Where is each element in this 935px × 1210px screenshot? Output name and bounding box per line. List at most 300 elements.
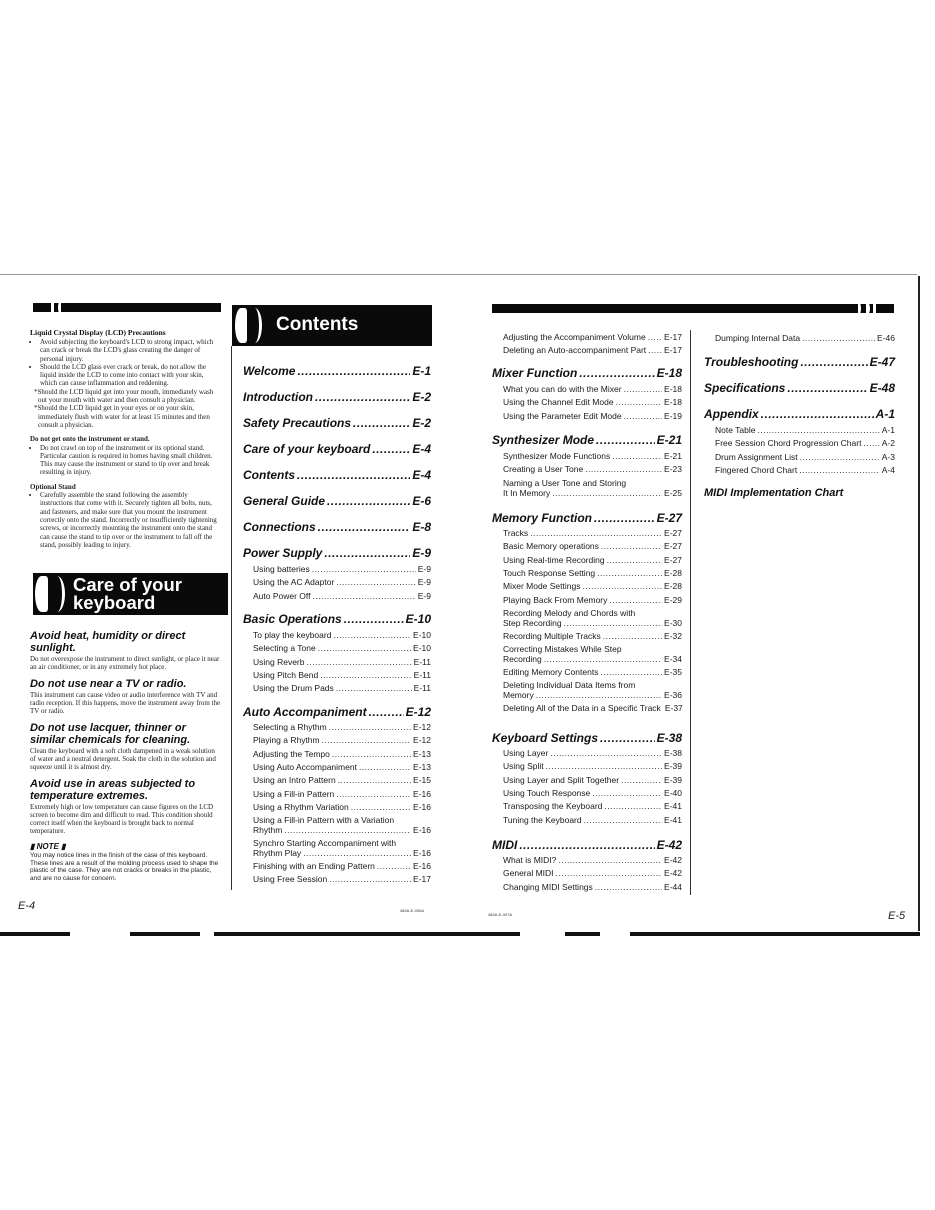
note-heading-text: NOTE [36, 842, 59, 851]
toc-entry-link[interactable] [253, 643, 431, 653]
toc-entry-link[interactable] [503, 332, 682, 342]
toc-entry-link[interactable] [253, 591, 431, 601]
toc-entry-link[interactable] [503, 568, 682, 578]
leader-dots [377, 861, 411, 871]
toc-section-link[interactable] [492, 433, 682, 447]
toc-entry-page: A-3 [881, 451, 895, 462]
toc-entry-page: E-38 [664, 748, 682, 758]
toc-entry-link[interactable] [253, 683, 431, 693]
toc-entry-link[interactable] [503, 761, 682, 771]
toc-entry-label: Dumping Internal Data [715, 333, 801, 343]
leader-dots [324, 546, 410, 560]
toc-entry-label: Using Free Session [253, 874, 328, 885]
leader-dots [802, 333, 875, 343]
toc-entry-link[interactable] [503, 464, 682, 474]
lcd-bullet: • Avoid subjecting the keyboard's LCD to strong impact, which can crack or break the LCD's glass creating the danger of personal injury. [40, 338, 220, 363]
toc-entry-label: Using the Parameter Edit Mode [503, 410, 622, 421]
toc-section-link[interactable] [492, 511, 682, 525]
lcd-precautions [30, 328, 220, 549]
toc-section-link-midi-implementation[interactable] [704, 487, 843, 499]
toc-entry-page: E-9 [417, 577, 431, 588]
page-number-left: E-4 [18, 900, 36, 912]
toc-entry-page: E-29 [664, 594, 682, 605]
optional-stand-bullet: • Carefully assemble the stand following the assembly instructions that come with it. Securely tighten all bolts, nuts, and fasteners, and make sure that you mount the instrument correctly onto the stand. Incorrectly or insufficiently tightening screws, or incorrectly mounting the instrument onto the stand can cause the stand to tip over or the instrument to fall off the stand, possibly leading to injury. [40, 491, 220, 549]
toc-entry-link[interactable] [503, 868, 682, 878]
toc-entry-page: E-18 [664, 397, 682, 408]
toc-section-link[interactable] [704, 381, 895, 395]
toc-entry-link[interactable] [503, 775, 682, 785]
toc-entry-label: Using the AC Adaptor [253, 577, 335, 588]
toc-entry-link[interactable] [253, 722, 431, 732]
leader-dots [303, 848, 411, 858]
toc-entry-page: E-28 [664, 567, 682, 578]
care-heading: Do not use near a TV or radio. [30, 678, 187, 690]
leader-dots [757, 425, 879, 435]
toc-section-link[interactable] [243, 468, 431, 482]
toc-entry-link[interactable] [253, 670, 431, 680]
leader-dots [546, 761, 662, 771]
toc-entry-label: Selecting a Rhythm [253, 722, 327, 732]
toc-entry-label: Using the Drum Pads [253, 683, 334, 694]
toc-entry-link[interactable] [503, 384, 682, 394]
toc-entry-link[interactable] [253, 838, 431, 858]
toc-entry-page: E-41 [664, 814, 682, 825]
toc-section-link[interactable] [492, 366, 682, 380]
toc-entry-link[interactable] [715, 438, 895, 448]
toc-entry-link[interactable] [503, 788, 682, 798]
toc-entry-label-line1: Deleting Individual Data Items from [503, 680, 636, 691]
toc-section-label: Memory Function [492, 511, 593, 525]
leader-dots [297, 364, 410, 378]
contents-title: Contents [276, 314, 359, 335]
toc-section-page: E-18 [656, 366, 682, 380]
leader-dots [351, 802, 411, 812]
header-paren-decoration [873, 303, 876, 314]
toc-entry-label: Deleting an Auto-accompaniment Part [503, 345, 647, 356]
toc-entry-page: E-17 [413, 874, 431, 885]
toc-section-link[interactable] [243, 494, 431, 508]
toc-entry-page: E-46 [877, 333, 895, 343]
toc-entry-page: E-16 [413, 825, 431, 836]
toc-entry-link[interactable] [253, 802, 431, 812]
care-heading: Avoid heat, humidity or direct sunlight. [30, 630, 186, 654]
leader-dots [332, 749, 411, 759]
toc-section-page: E-12 [405, 705, 431, 719]
toc-entry-label: Transposing the Keyboard [503, 801, 603, 812]
leader-dots [338, 775, 411, 785]
toc-entry-label: Using the Channel Edit Mode [503, 397, 614, 408]
left-paren-icon [235, 308, 247, 343]
toc-section-link[interactable] [243, 442, 431, 456]
toc-entry-link[interactable] [253, 874, 431, 884]
toc-section-label: Care of your keyboard [243, 442, 371, 456]
toc-entry-link[interactable] [503, 581, 682, 591]
toc-entry-label: Using an Intro Pattern [253, 775, 336, 786]
toc-entry-label-line1: Synchro Starting Accompaniment with [253, 838, 397, 849]
toc-entry-page: E-17 [664, 332, 682, 342]
leader-dots [315, 390, 410, 404]
leader-dots [312, 564, 416, 574]
toc-entry-label: Mixer Mode Settings [503, 581, 581, 592]
leader-dots [592, 788, 662, 798]
contents-banner [232, 305, 432, 346]
toc-entry-label: Using Auto Accompaniment [253, 761, 357, 772]
toc-entry-label: Synthesizer Mode Functions [503, 451, 611, 461]
toc-entry-page: E-27 [664, 541, 682, 552]
toc-entry-link[interactable] [503, 397, 682, 407]
scan-bottom-gap [70, 932, 130, 936]
toc-entry-page: A-1 [881, 425, 895, 435]
toc-entry-label: Recording [503, 654, 542, 665]
leader-dots [596, 433, 655, 447]
toc-entry-page: E-37 [664, 703, 683, 714]
leader-dots [601, 541, 662, 551]
toc-section-link[interactable] [704, 407, 895, 421]
toc-entry-link[interactable] [503, 451, 682, 461]
leader-dots [336, 683, 412, 693]
toc-entry-page: E-11 [413, 683, 431, 694]
toc-section-page: E-10 [405, 612, 431, 626]
toc-entry-link[interactable] [503, 411, 682, 421]
toc-entry-label: Memory [503, 690, 534, 701]
leader-dots [318, 520, 411, 534]
toc-entry-link[interactable] [253, 735, 431, 745]
leader-dots [648, 345, 662, 355]
toc-section-link[interactable] [243, 705, 431, 719]
toc-section-link[interactable] [492, 731, 682, 745]
toc-section-label: Safety Precautions [243, 416, 352, 430]
toc-entry-link[interactable] [503, 478, 682, 498]
toc-entry-label: Fingered Chord Chart [715, 464, 798, 475]
toc-entry-label: Creating a User Tone [503, 464, 584, 475]
toc-entry-page: E-12 [413, 735, 431, 746]
toc-entry-link[interactable] [253, 630, 431, 640]
toc-entry-label: Tracks [503, 528, 529, 538]
stand-warning-bullet: • Do not crawl on top of the instrument or its optional stand. Particular caution is required in homes having small children. This may cause the instrument or stand to tip over and break resulting in injury. [40, 444, 220, 477]
toc-section-label: Power Supply [243, 546, 323, 560]
left-paren-icon [35, 576, 48, 612]
toc-section-link[interactable] [704, 355, 895, 369]
toc-entry-page: E-11 [413, 656, 431, 667]
leader-dots [372, 442, 410, 456]
toc-entry-label: Using batteries [253, 564, 310, 574]
leader-dots [297, 468, 410, 482]
toc-entry-link[interactable] [503, 882, 682, 892]
toc-section-label: Basic Operations [243, 612, 342, 626]
toc-entry-link[interactable] [253, 775, 431, 785]
care-of-keyboard-banner [33, 573, 228, 615]
toc-entry-link[interactable] [503, 541, 682, 551]
toc-entry-page: A-4 [881, 464, 895, 475]
toc-section-page: E-21 [656, 433, 682, 447]
toc-section-page: E-2 [412, 416, 431, 430]
lcd-precautions-title: Liquid Crystal Display (LCD) Precautions [30, 328, 166, 337]
toc-section-page: E-42 [656, 838, 682, 852]
leader-dots [307, 657, 412, 667]
toc-section-label: MIDI Implementation Chart [704, 487, 844, 499]
toc-entry-page: E-17 [664, 345, 682, 356]
leader-dots [336, 789, 411, 799]
toc-entry-label: Free Session Chord Progression Chart [715, 438, 862, 449]
leader-dots [312, 591, 415, 601]
toc-entry-page: E-27 [664, 528, 682, 538]
toc-entry-link[interactable] [503, 748, 682, 758]
toc-entry-link[interactable] [253, 577, 431, 587]
toc-entry-page: E-16 [413, 788, 431, 799]
header-paren-decoration [58, 302, 61, 313]
right-paren-icon [250, 308, 262, 343]
care-body: Do not overexpose the instrument to direct sunlight, or place it near an air conditioner, or in any extremely hot place. [30, 655, 220, 671]
leader-dots [544, 654, 662, 664]
leader-dots [530, 528, 662, 538]
leader-dots [322, 735, 411, 745]
leader-dots [621, 775, 662, 785]
toc-entry-label: Auto Power Off [253, 590, 311, 601]
leader-dots [863, 438, 879, 448]
toc-section-label: MIDI [492, 838, 518, 852]
toc-entry-page: E-18 [664, 384, 682, 394]
toc-entry-page: E-12 [413, 722, 431, 732]
leader-dots [329, 874, 411, 884]
toc-section-label: Troubleshooting [704, 355, 799, 369]
toc-entry-page: E-41 [664, 801, 682, 812]
toc-entry-link[interactable] [503, 801, 682, 811]
toc-entry-page: E-13 [413, 761, 431, 772]
toc-entry-link[interactable] [503, 667, 682, 677]
leader-dots [318, 643, 411, 653]
toc-entry-page: E-35 [664, 667, 682, 678]
toc-entry-page: E-21 [664, 451, 682, 461]
toc-section-link[interactable] [243, 520, 431, 534]
leader-dots [594, 511, 655, 525]
toc-entry-label: Playing a Rhythm [253, 735, 320, 746]
leader-dots [359, 762, 411, 772]
leader-dots [624, 411, 662, 421]
header-paren-decoration [866, 303, 870, 314]
toc-entry-label: Rhythm Play [253, 848, 302, 859]
leader-dots [800, 452, 880, 462]
scan-top-edge-right [455, 274, 917, 275]
scan-bottom-edge [0, 932, 920, 936]
toc-entry-page: E-9 [417, 564, 431, 574]
toc-entry-page: E-39 [664, 761, 682, 772]
toc-entry-link[interactable] [253, 657, 431, 667]
toc-entry-label: Using Layer and Split Together [503, 774, 620, 785]
toc-entry-label: Step Recording [503, 617, 562, 628]
toc-entry-label: Deleting All of the Data in a Specific Track [503, 703, 661, 714]
leader-dots [556, 868, 662, 878]
toc-entry-label: Using Real-time Recording [503, 554, 605, 565]
toc-section-label: Keyboard Settings [492, 731, 599, 745]
toc-section-page: E-6 [412, 494, 431, 508]
scan-right-edge [918, 276, 920, 931]
toc-section-page: E-9 [412, 546, 431, 560]
leader-dots [344, 612, 404, 626]
toc-entry-link[interactable] [503, 528, 682, 538]
toc-entry-link[interactable] [715, 465, 895, 475]
toc-entry-link[interactable] [503, 855, 682, 865]
leader-dots [597, 568, 662, 578]
toc-entry-link[interactable] [503, 680, 682, 700]
toc-section-link[interactable] [243, 612, 431, 626]
toc-entry-link[interactable] [253, 749, 431, 759]
toc-section-label: Synthesizer Mode [492, 433, 595, 447]
header-paren-decoration [858, 303, 861, 314]
toc-entry-label: Tuning the Keyboard [503, 814, 582, 825]
toc-entry-link[interactable] [503, 595, 682, 605]
toc-entry-page: E-28 [664, 581, 682, 592]
toc-section-page: E-4 [412, 468, 431, 482]
lcd-sub-note: *Should the LCD liquid get into your mouth, immediately wash out your mouth with water and then consult a physician. [34, 387, 214, 405]
toc-entry-page: E-16 [413, 861, 431, 872]
toc-section-page: E-1 [412, 364, 431, 378]
toc-entry-label: Playing Back From Memory [503, 594, 608, 605]
toc-section-label: Welcome [243, 364, 296, 378]
care-banner-line2: keyboard [73, 592, 156, 613]
toc-entry-page: E-15 [413, 775, 431, 786]
scan-top-edge-left [0, 274, 455, 275]
toc-entry-link[interactable] [715, 425, 895, 435]
leader-dots [595, 882, 662, 892]
toc-entry-page: E-32 [664, 630, 682, 641]
toc-entry-link[interactable] [715, 452, 895, 462]
column-rule [690, 330, 691, 895]
leader-dots [585, 464, 662, 474]
toc-section-label: Appendix [704, 407, 759, 421]
toc-section-label: Introduction [243, 390, 313, 404]
toc-entry-label: Drum Assignment List [715, 451, 798, 462]
toc-entry-page: E-23 [664, 464, 682, 475]
leader-dots [536, 690, 662, 700]
scan-bottom-gap [200, 932, 214, 936]
header-paren-decoration [51, 302, 54, 313]
toc-section-label: General Guide [243, 494, 326, 508]
toc-section-link[interactable] [243, 390, 431, 404]
toc-entry-label: General MIDI [503, 868, 554, 879]
toc-entry-label-line1: Recording Melody and Chords with [503, 607, 636, 618]
toc-entry-link[interactable] [503, 644, 682, 664]
column-rule [231, 346, 232, 890]
leader-dots [607, 555, 662, 565]
toc-entry-label-line1: Naming a User Tone and Storing [503, 477, 627, 488]
toc-entry-page: E-42 [664, 868, 682, 879]
toc-entry-link[interactable] [253, 815, 431, 835]
toc-entry-label: Finishing with an Ending Pattern [253, 861, 375, 872]
toc-entry-label: Adjusting the Accompaniment Volume [503, 332, 646, 342]
leader-dots [329, 722, 411, 732]
leader-dots [327, 494, 410, 508]
toc-entry-label: Touch Response Setting [503, 567, 596, 578]
toc-section-label: Auto Accompaniment [243, 705, 367, 719]
toc-entry-page: E-16 [413, 848, 431, 859]
toc-entry-page: A-2 [881, 438, 895, 449]
toc-section-label: Specifications [704, 381, 786, 395]
toc-entry-label: Using a Fill-in Pattern [253, 788, 335, 799]
toc-section-page: E-4 [412, 442, 431, 456]
leader-dots [648, 332, 662, 342]
toc-entry-page: E-36 [664, 690, 682, 701]
page-number-right: E-5 [888, 910, 906, 922]
scan-bottom-gap [520, 932, 565, 936]
leader-dots [519, 838, 654, 852]
leader-dots [550, 748, 662, 758]
toc-entry-link[interactable] [503, 815, 682, 825]
toc-section-page: E-47 [869, 355, 895, 369]
toc-entry-link[interactable] [503, 703, 682, 713]
toc-entry-link[interactable] [253, 564, 431, 574]
footer-code-left: 482A-E-006A [400, 908, 425, 913]
leader-dots [564, 618, 662, 628]
toc-section-link[interactable] [243, 546, 431, 560]
leader-dots [799, 465, 880, 475]
toc-entry-label: Using Split [503, 761, 544, 772]
leader-dots [609, 595, 662, 605]
leader-dots [558, 855, 662, 865]
leader-dots [320, 670, 411, 680]
toc-entry-label: Using Touch Response [503, 787, 591, 798]
toc-section-link[interactable] [243, 416, 431, 430]
toc-entry-link[interactable] [253, 861, 431, 871]
leader-dots [579, 366, 654, 380]
toc-section-label: Mixer Function [492, 366, 578, 380]
toc-entry-page: E-19 [664, 410, 682, 421]
leader-dots [604, 801, 662, 811]
toc-entry-page: E-11 [413, 669, 431, 680]
toc-entry-label: Recording Multiple Tracks [503, 630, 601, 641]
toc-entry-label: Editing Memory Contents [503, 667, 599, 678]
toc-entry-link[interactable] [503, 608, 682, 628]
toc-entry-page: E-10 [413, 630, 431, 640]
toc-section-page: E-8 [412, 520, 431, 534]
leader-dots [369, 705, 404, 719]
footer-code-right: 482A-E-007A [488, 912, 513, 917]
toc-section-link[interactable] [243, 364, 431, 378]
care-body: This instrument can cause video or audio interference with TV and radio reception. If this happens, move the instrument away from the TV or radio. [30, 691, 221, 715]
stand-warning-title: Do not get onto the instrument or stand. [30, 435, 150, 444]
toc-section-link[interactable] [492, 838, 682, 852]
toc-entry-label: Using a Rhythm Variation [253, 801, 349, 812]
toc-entry-page: E-40 [664, 787, 682, 798]
toc-entry-link[interactable] [715, 333, 895, 343]
toc-section-page: E-27 [656, 511, 682, 525]
toc-entry-link[interactable] [503, 555, 682, 565]
leader-dots [582, 581, 662, 591]
leader-dots [336, 577, 415, 587]
toc-entry-label: Using Reverb [253, 656, 305, 667]
toc-entry-label: Basic Memory operations [503, 541, 599, 552]
care-body: Clean the keyboard with a soft cloth dampened in a weak solution of water and a neutral detergent. Soak the cloth in the solution and squeeze until it is almost dry. [30, 747, 216, 771]
toc-section-page: E-2 [412, 390, 431, 404]
toc-section-page: E-38 [656, 731, 682, 745]
leader-dots [612, 451, 662, 461]
leader-dots [600, 731, 655, 745]
toc-entry-link[interactable] [503, 631, 682, 641]
care-body: Extremely high or low temperature can cause figures on the LCD screen to become dim and difficult to read. This condition should correct itself when the keyboard is brought back to normal temperature. [30, 803, 214, 835]
toc-entry-link[interactable] [253, 762, 431, 772]
toc-entry-link[interactable] [253, 789, 431, 799]
lcd-bullet: • Should the LCD glass ever crack or break, do not allow the liquid inside the LCD to come into contact with your skin, which can cause inflammation and reddening. [40, 363, 220, 388]
toc-entry-page: E-9 [417, 590, 431, 601]
lcd-sub-note: *Should the LCD liquid get in your eyes or on your skin, immediately flush with water for at least 15 minutes and then consult a physician. [34, 404, 210, 429]
toc-entry-page: E-30 [664, 617, 682, 628]
toc-entry-label-line1: Using a Fill-in Pattern with a Variation [253, 815, 395, 826]
care-heading: Avoid use in areas subjected to temperature extremes. [30, 778, 196, 802]
note-body: You may notice lines in the finish of the case of this keyboard. These lines are a result of the molding process used to shape the plastic of the case. They are not cracks or breaks in the plastic, and are no cause for concern. [30, 852, 219, 882]
leader-dots [800, 355, 867, 369]
toc-entry-link[interactable] [503, 345, 682, 355]
care-heading: Do not use lacquer, thinner or similar chemicals for cleaning. [30, 722, 191, 746]
toc-entry-label: Using Pitch Bend [253, 669, 319, 680]
